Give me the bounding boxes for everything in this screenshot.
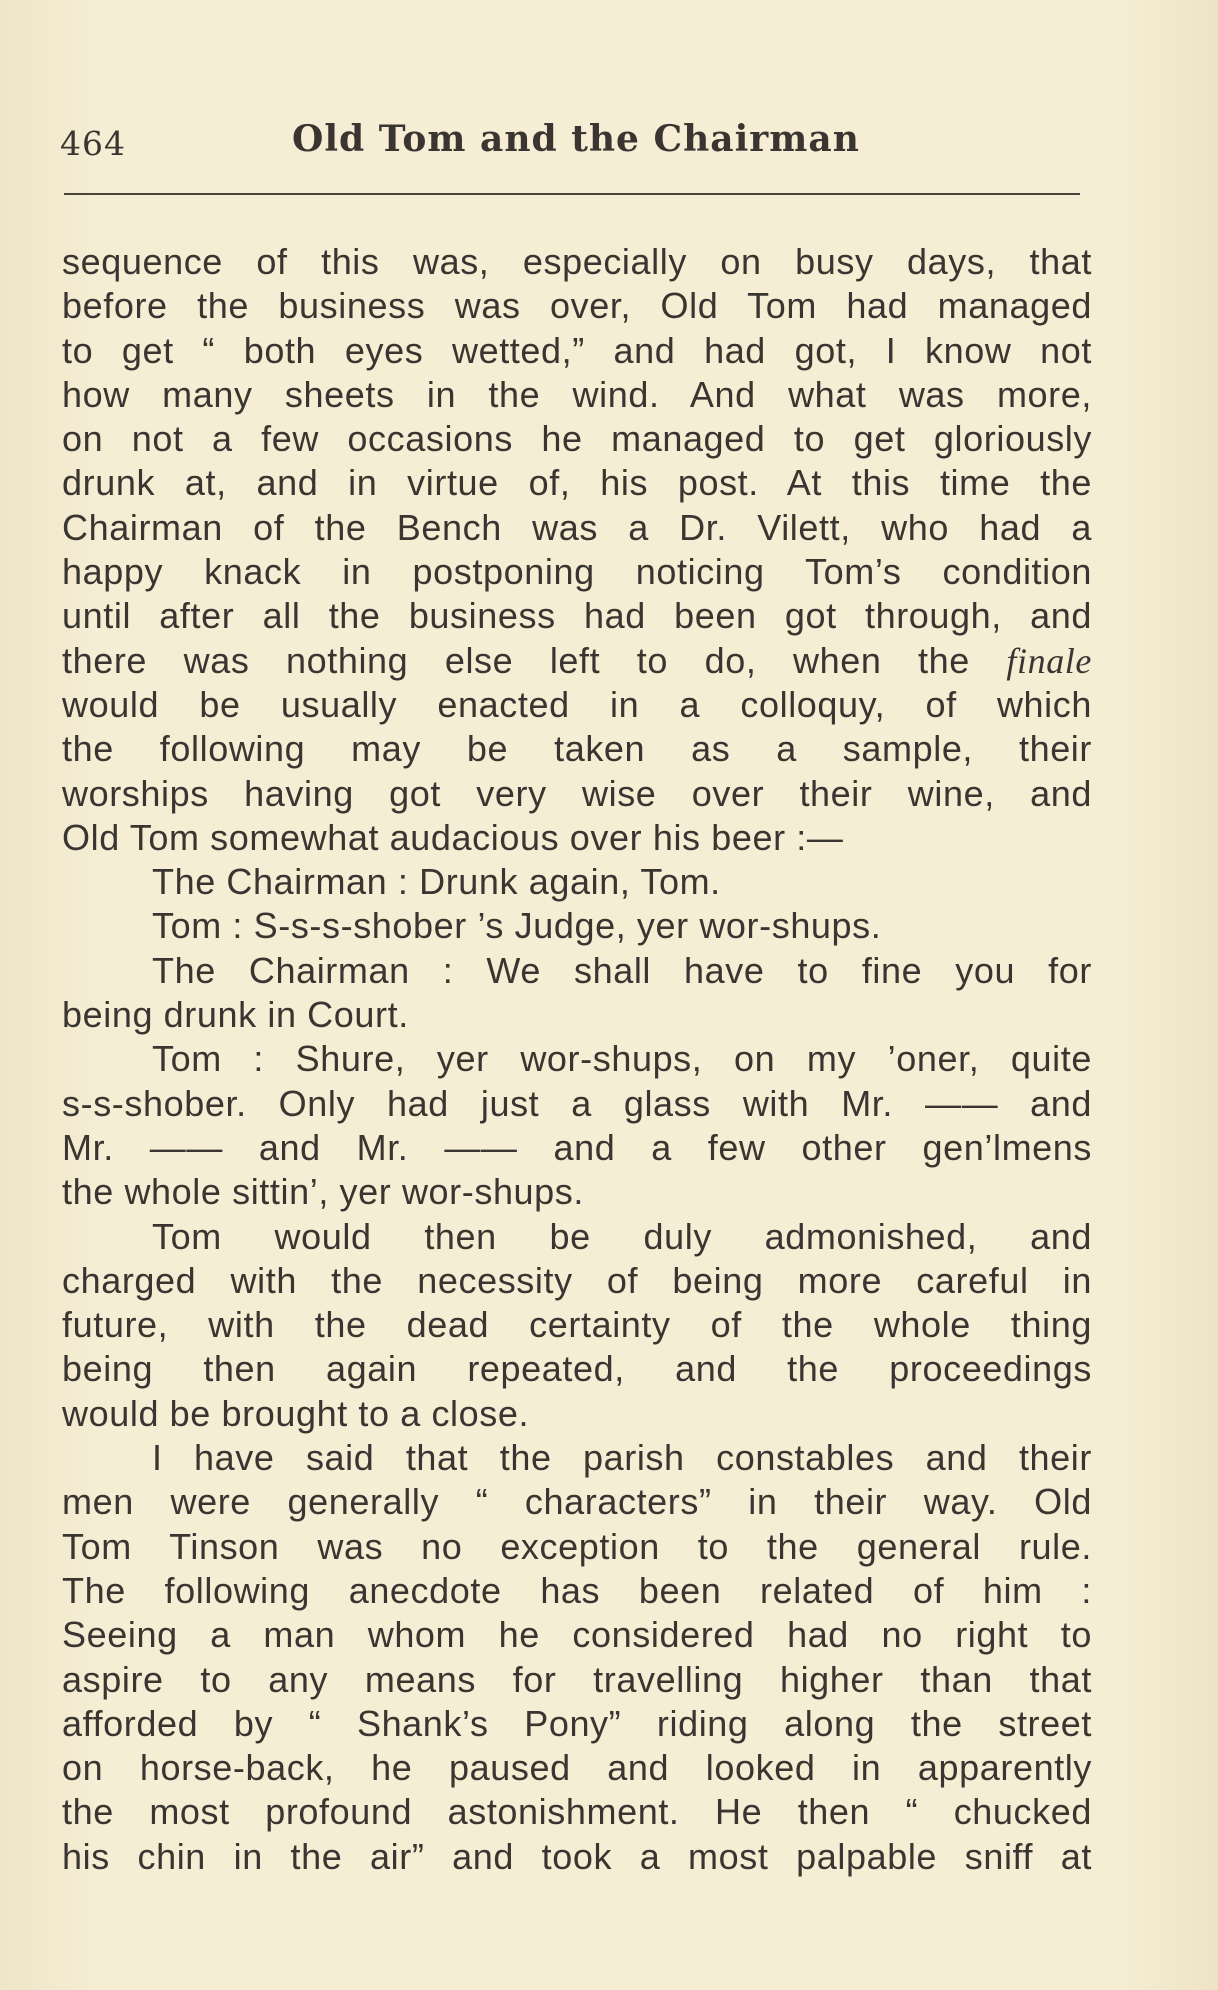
dialogue-line: Tom : Shure, yer wor-shups, on my ’oner, quite (152, 1038, 1092, 1080)
text-line: aspire to any means for travelling higher than that (62, 1658, 1092, 1700)
text-line: the whole sittin’, yer wor-shups. (62, 1171, 585, 1213)
text-line: drunk at, and in virtue of, his post. At this time the (62, 462, 1092, 504)
page-number: 464 (60, 124, 126, 163)
paragraph-start: I have said that the parish constables and their (152, 1437, 1092, 1479)
text-line: The following anecdote has been related of him : (62, 1569, 1092, 1611)
text-line: would be brought to a close. (62, 1392, 530, 1434)
text-line: to get “ both eyes wetted,” and had got, I know not (62, 329, 1092, 371)
dialogue-line: Tom : S-s-s-shober ’s Judge, yer wor-shups. (152, 905, 882, 947)
text-line: Old Tom somewhat audacious over his beer :— (62, 816, 844, 858)
text-line: his chin in the air” and took a most palpable sniff at (62, 1835, 1092, 1877)
text-line: Mr. —— and Mr. —— and a few other gen’lmens (62, 1126, 1092, 1168)
text-line: until after all the business had been got through, and (62, 595, 1092, 637)
dialogue-line: The Chairman : We shall have to fine you for (152, 949, 1092, 991)
text-line: the following may be taken as a sample, their (62, 728, 1092, 770)
text-line: on not a few occasions he managed to get gloriously (62, 418, 1092, 460)
running-title: Old Tom and the Chairman (292, 118, 860, 160)
text-line: Tom Tinson was no exception to the general rule. (62, 1525, 1092, 1567)
text-line: Chairman of the Bench was a Dr. Vilett, who had a (62, 506, 1092, 548)
text-line: future, with the dead certainty of the whole thing (62, 1304, 1092, 1346)
text-line: sequence of this was, especially on busy days, that (62, 241, 1092, 282)
text-line: afforded by “ Shank’s Pony” riding along the street (62, 1702, 1092, 1744)
text-line: happy knack in postponing noticing Tom’s condition (62, 551, 1092, 593)
body-text (62, 240, 1092, 1879)
italic-word: finale (1006, 640, 1092, 681)
text-line: on horse-back, he paused and looked in apparently (62, 1747, 1092, 1789)
text-line: charged with the necessity of being more careful in (62, 1259, 1092, 1301)
page-header (60, 118, 1090, 178)
text-line: how many sheets in the wind. And what was more, (62, 373, 1092, 415)
text-line: s-s-shober. Only had just a glass with Mr. —— and (62, 1082, 1092, 1124)
text-line: being then again repeated, and the proceedings (62, 1348, 1092, 1390)
text-line: before the business was over, Old Tom had managed (62, 285, 1092, 327)
text-line-with-italic (62, 639, 1092, 683)
text-line: men were generally “ characters” in their way. Old (62, 1481, 1092, 1523)
header-rule (64, 193, 1080, 195)
text-line: being drunk in Court. (62, 994, 409, 1036)
text-line: would be usually enacted in a colloquy, of which (62, 683, 1092, 725)
text-segment: there was nothing else left to do, when the (62, 639, 970, 681)
text-line: worships having got very wise over their wine, and (62, 772, 1092, 814)
text-line: the most profound astonishment. He then “ chucked (62, 1791, 1092, 1833)
text-line: Seeing a man whom he considered had no right to (62, 1614, 1092, 1656)
dialogue-line: The Chairman : Drunk again, Tom. (152, 861, 721, 903)
paragraph-start: Tom would then be duly admonished, and (152, 1215, 1092, 1257)
